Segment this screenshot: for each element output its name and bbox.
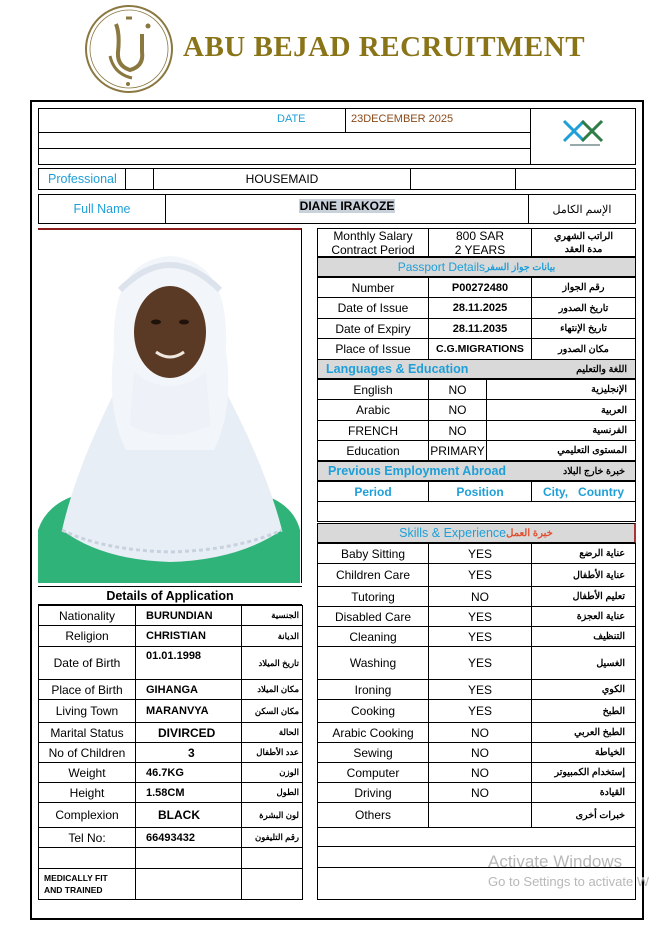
skill-disabled-care-value: YES bbox=[467, 609, 492, 624]
skill-children-care-ar: عناية الأطفال bbox=[572, 569, 625, 581]
medical-line1: MEDICALLY FIT bbox=[44, 873, 108, 883]
languages-title-ar: اللغة والتعليم bbox=[576, 363, 627, 375]
application-marital-status-label: Marital Status bbox=[50, 725, 124, 740]
skill-computer-label: Computer bbox=[346, 765, 400, 780]
passport-date-of-issue-label-cell bbox=[317, 297, 429, 319]
application-no-of-children-value: 3 bbox=[188, 745, 195, 760]
passport-date-of-issue-value: 28.11.2025 bbox=[452, 302, 508, 314]
passport-place-of-issue-value: C.G.MIGRATIONS bbox=[436, 343, 524, 355]
skill-arabic-cooking-label-cell bbox=[317, 722, 429, 743]
skill-cooking-label-cell bbox=[317, 699, 429, 723]
language-arabic-value-cell bbox=[428, 399, 487, 421]
skill-tutoring-value: NO bbox=[471, 589, 489, 604]
medical-line2: AND TRAINED bbox=[44, 885, 103, 895]
employment-col-period-text: Period bbox=[354, 484, 392, 499]
application-nationality-ar: الجنسية bbox=[271, 610, 299, 620]
passport-place-of-issue-label: Place of Issue bbox=[335, 342, 411, 356]
skill-others-ar: خبرات أخرى bbox=[575, 809, 625, 821]
date-label: DATE bbox=[277, 113, 306, 125]
medical-blank-2 bbox=[241, 868, 303, 900]
skill-cleaning-label-cell bbox=[317, 626, 429, 647]
languages-header bbox=[317, 359, 636, 379]
passport-place-of-issue-value-cell bbox=[428, 338, 532, 360]
passport-header bbox=[317, 257, 636, 277]
language-english-value: NO bbox=[448, 382, 467, 397]
application-date-of-birth-label: Date of Birth bbox=[53, 656, 121, 670]
passport-number-label-cell bbox=[317, 277, 429, 298]
skill-cooking-ar: الطبخ bbox=[602, 705, 625, 717]
application-tel-no--ar: رقم التليفون bbox=[254, 832, 299, 842]
application-marital-status-ar: الحالة bbox=[278, 727, 299, 737]
application-living-town-label: Living Town bbox=[55, 704, 119, 718]
application-no-of-children-ar: عدد الأطفال bbox=[256, 747, 299, 757]
skills-blank-row-1 bbox=[317, 827, 636, 847]
passport-title-ar: بيانات جواز السفر bbox=[485, 261, 556, 273]
application-height-value: 1.58CM bbox=[146, 786, 185, 799]
application-no-of-children-label: No of Children bbox=[48, 745, 126, 760]
passport-place-of-issue-label-cell bbox=[317, 338, 429, 360]
professional-label-cell bbox=[38, 168, 126, 190]
skill-baby-sitting-ar: عناية الرضع bbox=[579, 548, 625, 559]
language-education-value: PRIMARY bbox=[430, 443, 485, 458]
salary-label-cell bbox=[317, 228, 429, 257]
application-complexion-label-cell bbox=[38, 802, 136, 828]
language-education-label-cell bbox=[317, 440, 429, 461]
passport-date-of-expiry-value: 28.11.2035 bbox=[452, 322, 508, 335]
language-english-value-cell bbox=[428, 379, 487, 400]
language-education-label: Education bbox=[346, 443, 400, 458]
application-weight-value: 46.7KG bbox=[146, 766, 184, 779]
candidate-photo bbox=[38, 228, 302, 583]
skill-washing-value: YES bbox=[467, 656, 492, 670]
application-complexion-ar-cell bbox=[241, 802, 303, 828]
application-weight-value-cell bbox=[135, 762, 242, 783]
application-no-of-children-value-cell bbox=[135, 742, 242, 763]
application-religion-label: Religion bbox=[65, 629, 109, 643]
skill-ironing-value-cell bbox=[428, 679, 532, 700]
application-complexion-ar: لون البشرة bbox=[259, 809, 299, 820]
application-living-town-value-cell bbox=[135, 699, 242, 723]
salary-ar-cell bbox=[531, 228, 636, 257]
contract-period-value: 2 YEARS bbox=[454, 242, 506, 257]
application-complexion-label: Complexion bbox=[55, 808, 119, 822]
application-blank-row-2 bbox=[135, 847, 242, 869]
skill-cooking-value-cell bbox=[428, 699, 532, 723]
medical-cell bbox=[38, 868, 136, 900]
language-arabic-ar: العربية bbox=[601, 404, 627, 416]
application-place-of-birth-label: Place of Birth bbox=[51, 682, 123, 697]
application-tel-no--ar-cell bbox=[241, 827, 303, 848]
passport-date-of-issue-ar-cell bbox=[531, 297, 636, 319]
employment-col-position bbox=[428, 481, 532, 502]
application-marital-status-ar-cell bbox=[241, 722, 303, 743]
application-weight-label: Weight bbox=[68, 765, 106, 780]
skill-ironing-label: Ironing bbox=[354, 682, 392, 697]
watermark-line2: Go to Settings to activate W bbox=[488, 874, 650, 889]
skill-disabled-care-value-cell bbox=[428, 606, 532, 627]
application-religion-label-cell bbox=[38, 625, 136, 647]
language-english-ar: الإنجليزية bbox=[591, 384, 627, 395]
skill-children-care-value: YES bbox=[467, 568, 492, 582]
fullname-ar-cell bbox=[528, 194, 636, 224]
language-french-label-cell bbox=[317, 420, 429, 441]
skill-computer-value: NO bbox=[471, 765, 489, 780]
application-title: Details of Application bbox=[106, 588, 234, 603]
fullname-value-cell bbox=[165, 194, 529, 224]
application-nationality-ar-cell bbox=[241, 605, 303, 626]
passport-date-of-expiry-ar: تاريخ الإنتهاء bbox=[560, 323, 607, 334]
activate-windows-watermark bbox=[488, 852, 649, 889]
skill-arabic-cooking-value-cell bbox=[428, 722, 532, 743]
skill-baby-sitting-value-cell bbox=[428, 543, 532, 564]
passport-date-of-issue-label: Date of Issue bbox=[337, 301, 409, 315]
skill-baby-sitting-label: Baby Sitting bbox=[340, 546, 406, 561]
date-value: 23DECEMBER 2025 bbox=[351, 113, 454, 125]
application-religion-value: CHRISTIAN bbox=[146, 630, 206, 642]
application-marital-status-value: DIVIRCED bbox=[158, 725, 216, 740]
language-french-value: NO bbox=[448, 423, 467, 438]
language-english-label-cell bbox=[317, 379, 429, 400]
skill-baby-sitting-label-cell bbox=[317, 543, 429, 564]
languages-title: Languages & Education bbox=[326, 362, 469, 376]
application-height-label-cell bbox=[38, 782, 136, 803]
skill-computer-value-cell bbox=[428, 762, 532, 783]
skills-title-ar: خبرة العمل bbox=[506, 527, 553, 539]
employment-col-city-text: City, Country bbox=[542, 484, 625, 499]
skill-disabled-care-ar-cell bbox=[531, 606, 636, 627]
language-arabic-ar-cell bbox=[486, 399, 636, 421]
application-marital-status-value-cell bbox=[135, 722, 242, 743]
skill-washing-value-cell bbox=[428, 646, 532, 680]
professional-blank-1 bbox=[410, 168, 516, 190]
passport-date-of-expiry-value-cell bbox=[428, 318, 532, 339]
professional-blank-2 bbox=[515, 168, 636, 190]
skills-title: Skills & Experience bbox=[399, 526, 507, 540]
application-place-of-birth-ar-cell bbox=[241, 679, 303, 700]
application-religion-ar-cell bbox=[241, 625, 303, 647]
skill-computer-ar: إستخدام الكمبيوتر bbox=[554, 767, 625, 778]
contract-period-label: Contract Period bbox=[331, 242, 415, 257]
passport-place-of-issue-ar: مكان الصدور bbox=[558, 343, 609, 355]
skill-children-care-ar-cell bbox=[531, 563, 636, 587]
application-place-of-birth-value: GIHANGA bbox=[146, 683, 198, 696]
application-place-of-birth-label-cell bbox=[38, 679, 136, 700]
fullname-label: Full Name bbox=[73, 202, 131, 216]
application-date-of-birth-ar-cell bbox=[241, 646, 303, 680]
passport-place-of-issue-ar-cell bbox=[531, 338, 636, 360]
passport-number-value: P00272480 bbox=[451, 281, 509, 294]
application-nationality-label: Nationality bbox=[58, 608, 116, 623]
skill-arabic-cooking-label: Arabic Cooking bbox=[332, 725, 414, 740]
skill-cooking-value: YES bbox=[467, 704, 492, 718]
skill-tutoring-label: Tutoring bbox=[351, 589, 395, 604]
application-date-of-birth-ar: تاريخ الميلاد bbox=[258, 657, 299, 668]
application-weight-ar: الوزن bbox=[279, 767, 299, 777]
skill-ironing-value: YES bbox=[467, 682, 492, 697]
skill-sewing-value: NO bbox=[471, 745, 489, 760]
application-religion-ar: الديانة bbox=[277, 630, 299, 641]
application-marital-status-label-cell bbox=[38, 722, 136, 743]
employment-title-ar: خبرة خارج البلاد bbox=[562, 465, 625, 477]
application-living-town-value: MARANVYA bbox=[146, 705, 209, 717]
skill-baby-sitting-ar-cell bbox=[531, 543, 636, 564]
employment-col-position-text: Position bbox=[456, 484, 504, 499]
language-french-label: FRENCH bbox=[348, 423, 398, 438]
skill-tutoring-ar-cell bbox=[531, 586, 636, 607]
passport-number-ar: رقم الجواز bbox=[562, 282, 605, 293]
professional-spacer bbox=[125, 168, 154, 190]
skill-cooking-ar-cell bbox=[531, 699, 636, 723]
employment-title: Previous Employment Abroad bbox=[328, 464, 507, 478]
passport-date-of-expiry-ar-cell bbox=[531, 318, 636, 339]
skill-washing-ar-cell bbox=[531, 646, 636, 680]
application-blank-row bbox=[38, 847, 136, 869]
passport-title: Passport Details bbox=[397, 260, 486, 274]
application-tel-no--label: Tel No: bbox=[68, 830, 106, 845]
skill-ironing-ar: الكوي bbox=[601, 684, 625, 695]
skill-driving-ar-cell bbox=[531, 782, 636, 803]
language-french-value-cell bbox=[428, 420, 487, 441]
language-arabic-value: NO bbox=[448, 403, 467, 417]
skill-tutoring-label-cell bbox=[317, 586, 429, 607]
skill-ironing-label-cell bbox=[317, 679, 429, 700]
monthly-salary-ar: الراتب الشهري bbox=[553, 230, 614, 242]
passport-date-of-issue-ar: تاريخ الصدور bbox=[558, 302, 609, 314]
skill-others-ar-cell bbox=[531, 802, 636, 828]
skill-driving-value-cell bbox=[428, 782, 532, 803]
application-place-of-birth-value-cell bbox=[135, 679, 242, 700]
skill-washing-ar: الغسيل bbox=[596, 657, 625, 669]
application-date-of-birth-value-cell bbox=[135, 646, 242, 680]
skill-computer-ar-cell bbox=[531, 762, 636, 783]
passport-number-value-cell bbox=[428, 277, 532, 298]
passport-date-of-expiry-label: Date of Expiry bbox=[335, 321, 411, 336]
language-education-ar-cell bbox=[486, 440, 636, 461]
skill-baby-sitting-value: YES bbox=[467, 546, 492, 561]
skill-disabled-care-label: Disabled Care bbox=[334, 609, 412, 624]
skill-disabled-care-ar: عناية العجزة bbox=[576, 611, 625, 622]
application-nationality-label-cell bbox=[38, 605, 136, 626]
application-nationality-value-cell bbox=[135, 605, 242, 626]
skill-cleaning-ar: التنظيف bbox=[593, 631, 625, 642]
language-french-ar: الفرنسية bbox=[592, 425, 627, 436]
skill-others-label-cell bbox=[317, 802, 429, 828]
language-education-ar: المستوى التعليمي bbox=[557, 445, 627, 456]
skill-sewing-value-cell bbox=[428, 742, 532, 763]
skill-children-care-label: Children Care bbox=[335, 568, 411, 582]
skill-driving-ar: القيادة bbox=[599, 787, 625, 798]
skill-driving-value: NO bbox=[471, 785, 489, 800]
application-religion-value-cell bbox=[135, 625, 242, 647]
application-height-ar-cell bbox=[241, 782, 303, 803]
watermark-line1: Activate Windows bbox=[488, 852, 623, 871]
fullname-ar: الإسم الكامل bbox=[552, 203, 612, 216]
skills-header bbox=[317, 523, 636, 543]
application-place-of-birth-ar: مكان الميلاد bbox=[257, 684, 299, 694]
skill-children-care-label-cell bbox=[317, 563, 429, 587]
language-arabic-label-cell bbox=[317, 399, 429, 421]
application-date-of-birth-label-cell bbox=[38, 646, 136, 680]
employment-header bbox=[317, 461, 636, 481]
application-tel-no--value-cell bbox=[135, 827, 242, 848]
skill-arabic-cooking-value: NO bbox=[471, 725, 489, 740]
employment-col-city bbox=[531, 481, 636, 502]
skill-washing-label-cell bbox=[317, 646, 429, 680]
skill-sewing-label-cell bbox=[317, 742, 429, 763]
company-logo bbox=[84, 4, 174, 94]
company-name: ABU BEJAD RECRUITMENT bbox=[183, 31, 586, 63]
fullname-value: DIANE IRAKOZE bbox=[299, 199, 395, 213]
language-english-ar-cell bbox=[486, 379, 636, 400]
application-height-ar: الطول bbox=[276, 787, 299, 797]
salary-value-cell bbox=[428, 228, 532, 257]
skill-tutoring-ar: تعليم الأطفال bbox=[572, 591, 625, 602]
skill-cleaning-value-cell bbox=[428, 626, 532, 647]
application-weight-label-cell bbox=[38, 762, 136, 783]
contract-period-ar: مدة العقد bbox=[564, 243, 603, 255]
language-arabic-label: Arabic bbox=[355, 403, 390, 417]
language-education-value-cell bbox=[428, 440, 487, 461]
skill-ironing-ar-cell bbox=[531, 679, 636, 700]
application-height-label: Height bbox=[69, 785, 105, 800]
passport-number-label: Number bbox=[351, 280, 395, 295]
application-header bbox=[38, 586, 302, 605]
application-height-value-cell bbox=[135, 782, 242, 803]
skill-arabic-cooking-ar: الطبخ العربي bbox=[574, 727, 625, 738]
skill-cleaning-label: Cleaning bbox=[349, 629, 397, 644]
skill-sewing-ar-cell bbox=[531, 742, 636, 763]
skill-disabled-care-label-cell bbox=[317, 606, 429, 627]
monthly-salary-value: 800 SAR bbox=[455, 228, 505, 243]
application-complexion-value-cell bbox=[135, 802, 242, 828]
language-french-ar-cell bbox=[486, 420, 636, 441]
passport-date-of-expiry-label-cell bbox=[317, 318, 429, 339]
professional-value: HOUSEMAID bbox=[245, 172, 319, 186]
application-no-of-children-label-cell bbox=[38, 742, 136, 763]
application-living-town-ar: مكان السكن bbox=[254, 705, 299, 716]
language-english-label: English bbox=[353, 382, 393, 397]
application-no-of-children-ar-cell bbox=[241, 742, 303, 763]
skill-others-label: Others bbox=[354, 808, 391, 822]
skill-driving-label: Driving bbox=[354, 785, 392, 800]
fullname-label-cell bbox=[38, 194, 166, 224]
skill-computer-label-cell bbox=[317, 762, 429, 783]
skill-others-value-cell bbox=[428, 802, 532, 828]
skill-arabic-cooking-ar-cell bbox=[531, 722, 636, 743]
application-weight-ar-cell bbox=[241, 762, 303, 783]
application-complexion-value: BLACK bbox=[158, 808, 200, 822]
professional-value-cell bbox=[153, 168, 411, 190]
skill-cleaning-value: YES bbox=[467, 629, 492, 644]
agency-emblem-icon bbox=[560, 117, 608, 149]
skill-washing-label: Washing bbox=[349, 656, 397, 670]
application-tel-no--value: 66493432 bbox=[146, 831, 195, 844]
header-block bbox=[38, 108, 636, 165]
monthly-salary-label: Monthly Salary bbox=[333, 228, 413, 243]
skill-cooking-label: Cooking bbox=[350, 704, 396, 718]
skill-children-care-value-cell bbox=[428, 563, 532, 587]
skill-tutoring-value-cell bbox=[428, 586, 532, 607]
application-blank-row-3 bbox=[241, 847, 303, 869]
passport-number-ar-cell bbox=[531, 277, 636, 298]
application-tel-no--label-cell bbox=[38, 827, 136, 848]
professional-label: Professional bbox=[48, 172, 117, 186]
skill-cleaning-ar-cell bbox=[531, 626, 636, 647]
skill-sewing-ar: الخياطة bbox=[594, 747, 625, 758]
application-living-town-label-cell bbox=[38, 699, 136, 723]
employment-row-blank bbox=[317, 501, 636, 522]
employment-col-period bbox=[317, 481, 429, 502]
skill-driving-label-cell bbox=[317, 782, 429, 803]
passport-date-of-issue-value-cell bbox=[428, 297, 532, 319]
medical-blank-1 bbox=[135, 868, 242, 900]
application-date-of-birth-value: 01.01.1998 bbox=[146, 650, 202, 662]
application-living-town-ar-cell bbox=[241, 699, 303, 723]
skill-sewing-label: Sewing bbox=[353, 745, 393, 760]
application-nationality-value: BURUNDIAN bbox=[146, 609, 213, 622]
